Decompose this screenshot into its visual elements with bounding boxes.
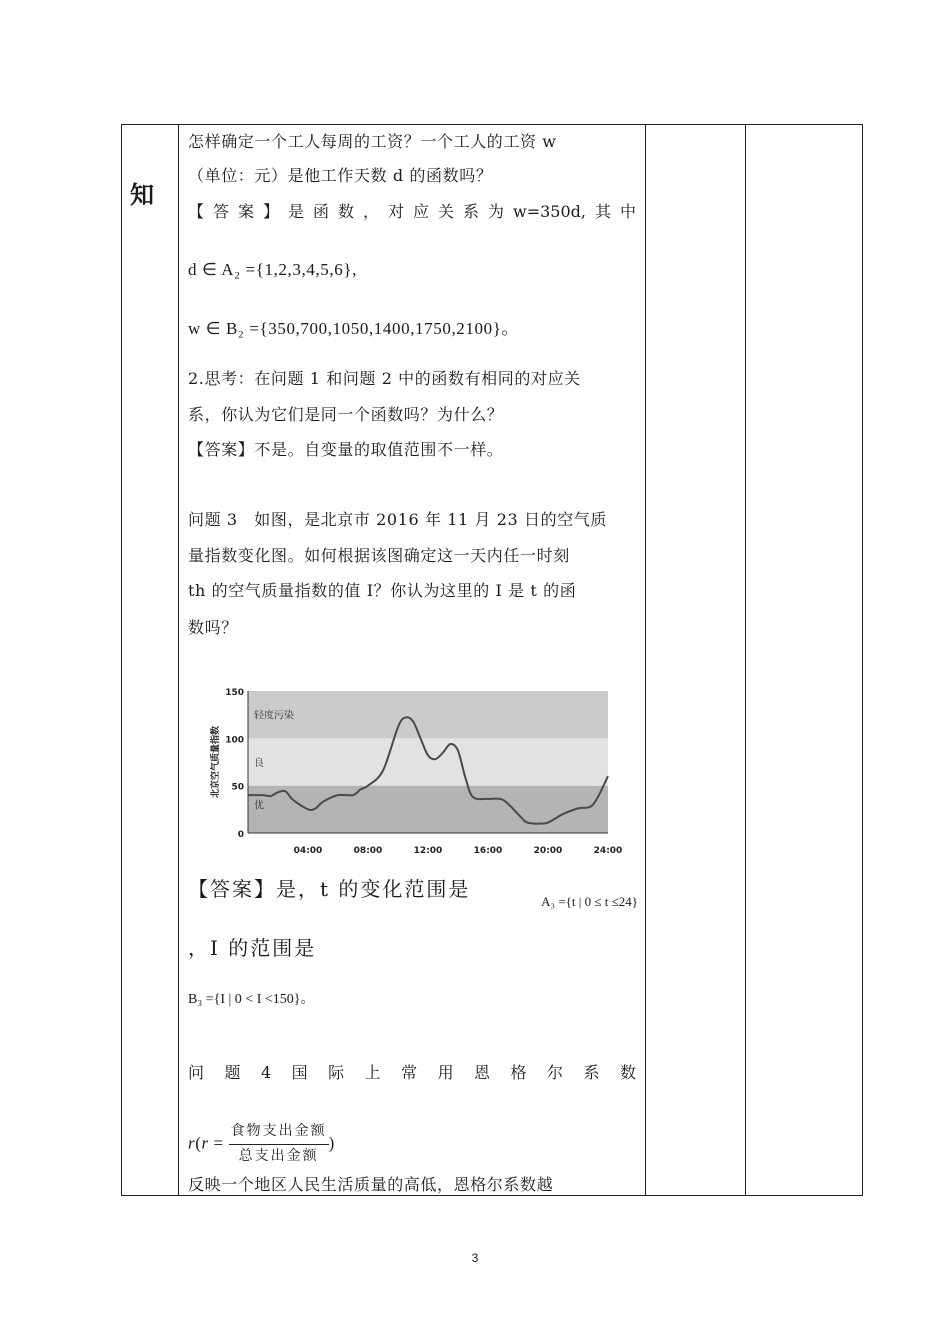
y-tick-label: 100	[225, 735, 244, 746]
char: 为	[488, 202, 505, 221]
char: 系	[463, 202, 480, 221]
char: 常	[401, 1063, 418, 1082]
y-tick-label: 50	[231, 782, 244, 793]
char: ，	[363, 202, 380, 221]
char: 国	[291, 1063, 308, 1082]
band-label: 轻度污染	[254, 710, 294, 722]
text-line: 问题 3 如图，是北京市 2016 年 11 月 23 日的空气质	[188, 510, 608, 529]
text-line: 2.思考：在问题 1 和问题 2 中的函数有相同的对应关	[188, 369, 581, 388]
range-formula-i: B₃ ={I | 0 < I <150}。	[188, 992, 315, 1007]
column-divider	[745, 125, 746, 1195]
page-number: 3	[471, 1251, 479, 1265]
char: 际	[328, 1063, 345, 1082]
x-tick-label: 20:00	[533, 846, 563, 856]
x-tick-label: 24:00	[593, 846, 623, 856]
char: 关	[438, 202, 455, 221]
char: 尔	[547, 1063, 564, 1082]
char: 4	[260, 1063, 272, 1082]
engel-formula: r(r = $\frac{\text{食物支出金额}}{\text{总支出金额}}$ )	[188, 1120, 636, 1169]
band-0	[248, 786, 608, 833]
char: 对	[388, 202, 405, 221]
x-tick-label: 08:00	[353, 846, 383, 856]
char: 问	[188, 1063, 205, 1082]
question4-line	[188, 1063, 636, 1083]
char: 【	[188, 202, 205, 221]
char: 上	[364, 1063, 381, 1082]
text-line: 量指数变化图。如何根据该图确定这一天内任一时刻	[188, 546, 570, 565]
fraction-numerator: 食物支出金额	[229, 1120, 329, 1145]
math-formula-d	[188, 260, 636, 280]
band-50	[248, 738, 608, 785]
answer-line: ，I 的范围是	[188, 936, 317, 960]
y-tick-label: 150	[225, 688, 244, 698]
char: 格	[510, 1063, 527, 1082]
char: 其	[594, 202, 611, 221]
formula-text: w ∈ B₂ ={350,700,1050,1400,1750,2100}。	[188, 319, 520, 338]
char: 答	[213, 202, 230, 221]
char: 恩	[474, 1063, 491, 1082]
text-line: 反映一个地区人民生活质量的高低，恩格尔系数越	[188, 1175, 554, 1194]
char: 中	[619, 202, 636, 221]
y-axis-label: 北京空气质量指数	[211, 725, 221, 799]
lesson-table	[121, 124, 863, 1196]
char: 】	[263, 202, 280, 221]
band-label: 良	[254, 758, 264, 769]
text-line: 系，你认为它们是同一个函数吗？为什么？	[188, 405, 504, 424]
range-formula-t: A₃ ={t | 0 ≤ t ≤24}	[541, 894, 638, 909]
aqi-chart	[200, 683, 632, 863]
answer-justified-line	[188, 202, 636, 222]
x-tick-label: 16:00	[473, 846, 503, 856]
char: 是	[288, 202, 305, 221]
text-line: th 的空气质量指数的值 I？你认为这里的 I 是 t 的函	[188, 581, 577, 600]
char: 数	[619, 1063, 636, 1082]
formula-text: d ∈ A₂ ={1,2,3,4,5,6},	[188, 260, 357, 279]
char: w=350d,	[513, 202, 586, 221]
text-line: 怎样确定一个工人每周的工资？一个工人的工资 w	[188, 132, 557, 151]
fraction	[229, 1120, 329, 1169]
band-100	[248, 691, 608, 738]
char: 应	[413, 202, 430, 221]
char: 函	[313, 202, 330, 221]
column-divider	[178, 125, 179, 1195]
char: 数	[338, 202, 355, 221]
answer-text: 【答案】是，t 的变化范围是	[188, 877, 471, 901]
y-tick-label: 0	[237, 830, 244, 840]
text-line: 【答案】不是。自变量的取值范围不一样。	[188, 440, 504, 459]
x-tick-label: 12:00	[413, 846, 443, 856]
char: 系	[583, 1063, 600, 1082]
column-divider	[645, 125, 646, 1195]
text-line: （单位：元）是他工作天数 d 的函数吗？	[188, 166, 493, 185]
answer-line	[188, 877, 644, 909]
section-label: 知	[130, 181, 154, 209]
text-line: 数吗？	[188, 618, 238, 637]
x-tick-label: 04:00	[293, 846, 323, 856]
char: 题	[224, 1063, 241, 1082]
math-formula-w	[188, 319, 636, 339]
char: 案	[238, 202, 255, 221]
fraction-denominator: 总支出金额	[238, 1149, 319, 1164]
band-label: 优	[254, 800, 264, 812]
char: 用	[437, 1063, 454, 1082]
